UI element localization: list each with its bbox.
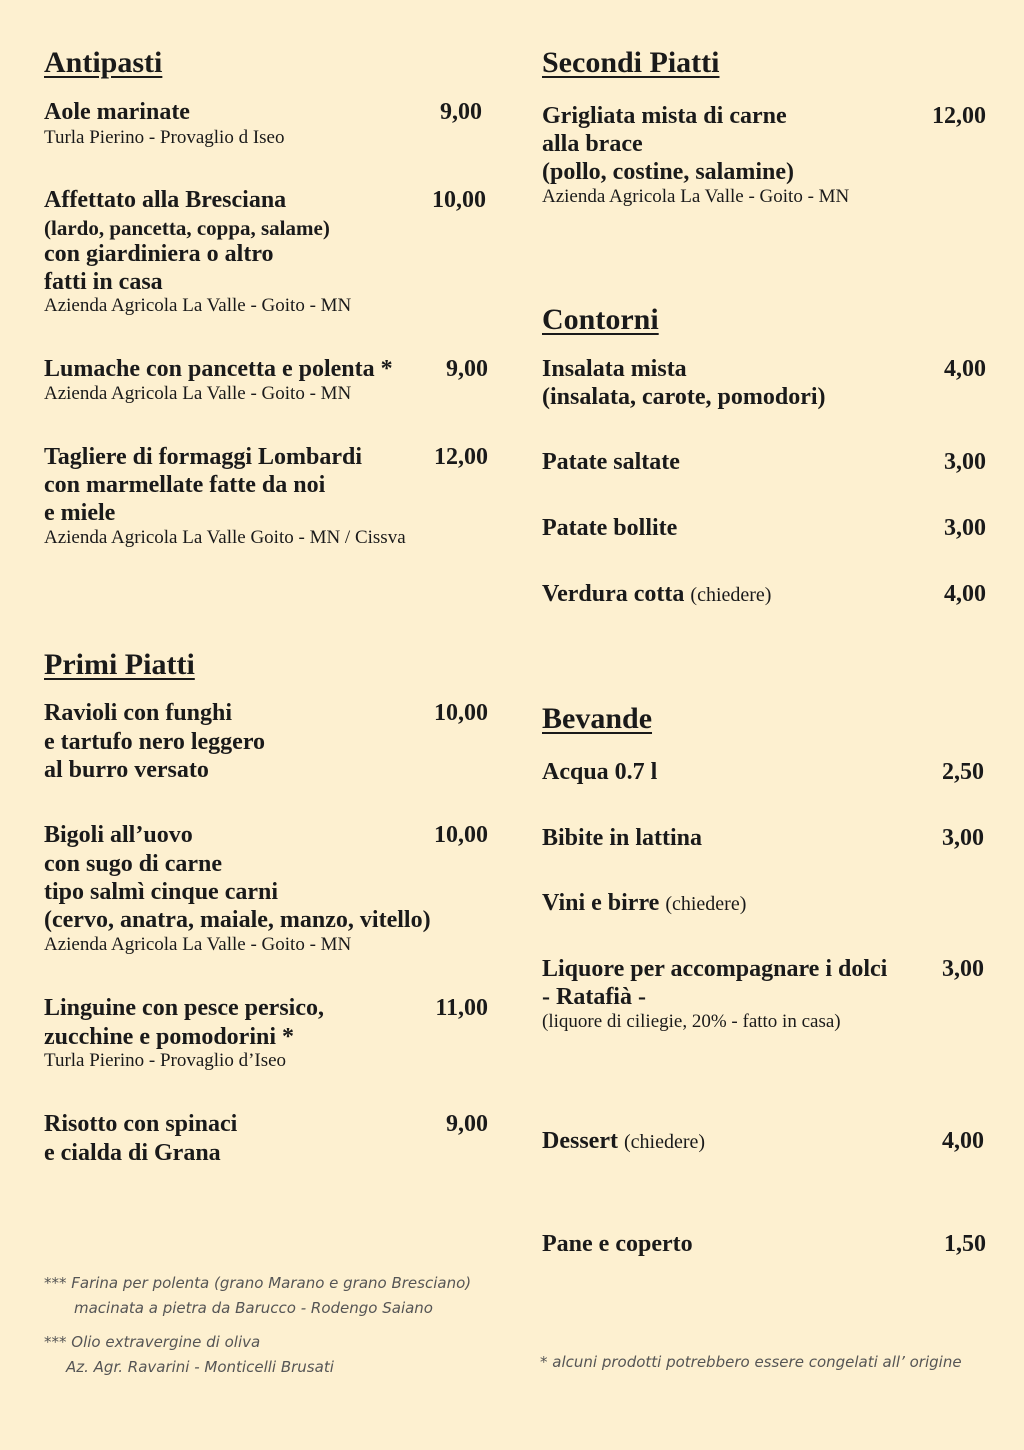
item-name-bibite: Bibite in lattina xyxy=(542,825,703,851)
item-detail-bigoli-3: (cervo, anatra, maiale, manzo, vitello) xyxy=(44,907,431,933)
item-price-aole: 9,00 xyxy=(440,99,482,125)
item-note-dessert: (chiedere) xyxy=(623,1131,706,1153)
item-price-affettato: 10,00 xyxy=(432,187,486,213)
item-name-vini-text: Vini e birre xyxy=(542,890,660,916)
footnote-olio-2: Az. Agr. Ravarini - Monticelli Brusati xyxy=(66,1358,334,1376)
item-name-ravioli: Ravioli con funghi xyxy=(44,700,233,726)
item-price-bibite: 3,00 xyxy=(942,825,984,851)
item-price-bigoli: 10,00 xyxy=(434,822,488,848)
item-detail-grigliata-1: alla brace xyxy=(542,131,643,157)
footnote-polenta-1: *** Farina per polenta (grano Marano e grano Bresciano) xyxy=(44,1274,472,1292)
item-detail-risotto-1: e cialda di Grana xyxy=(44,1140,221,1166)
item-detail-bigoli-2: tipo salmì cinque carni xyxy=(44,879,279,905)
item-source-aole: Turla Pierino - Provaglio d Iseo xyxy=(44,127,285,148)
item-name-grigliata: Grigliata mista di carne xyxy=(542,103,787,129)
item-name-lumache: Lumache con pancetta e polenta * xyxy=(44,356,393,382)
section-title-contorni: Contorni xyxy=(542,303,659,336)
item-detail-tagliere-2: e miele xyxy=(44,500,116,526)
item-price-dessert: 4,00 xyxy=(942,1128,984,1154)
item-detail-affettato-3: fatti in casa xyxy=(44,269,163,295)
section-title-secondi: Secondi Piatti xyxy=(542,46,720,79)
item-detail-bigoli-1: con sugo di carne xyxy=(44,851,223,877)
item-name-coperto: Pane e coperto xyxy=(542,1231,693,1257)
item-source-liquore: (liquore di ciliegie, 20% - fatto in casa) xyxy=(542,1011,841,1032)
item-detail-grigliata-2: (pollo, costine, salamine) xyxy=(542,159,794,185)
item-source-affettato: Azienda Agricola La Valle - Goito - MN xyxy=(44,295,352,316)
item-source-lumache: Azienda Agricola La Valle - Goito - MN xyxy=(44,383,352,404)
item-name-patate-bollite: Patate bollite xyxy=(542,515,678,541)
item-source-tagliere: Azienda Agricola La Valle Goito - MN / Cissva xyxy=(44,527,406,548)
item-note-verdura: (chiedere) xyxy=(690,584,772,606)
item-price-risotto: 9,00 xyxy=(446,1111,488,1137)
item-detail-insalata-1: (insalata, carote, pomodori) xyxy=(542,384,826,410)
item-name-linguine: Linguine con pesce persico, xyxy=(44,995,324,1021)
item-name-liquore: Liquore per accompagnare i dolci xyxy=(542,956,888,982)
item-name-patate-saltate: Patate saltate xyxy=(542,449,680,475)
footnote-polenta-2: macinata a pietra da Barucco - Rodengo Saiano xyxy=(74,1299,433,1317)
item-detail-liquore-1: - Ratafià - xyxy=(542,984,646,1010)
item-price-insalata: 4,00 xyxy=(944,356,986,382)
footnote-olio-1: *** Olio extravergine di oliva xyxy=(44,1333,261,1351)
item-price-acqua: 2,50 xyxy=(942,759,984,785)
section-title-antipasti: Antipasti xyxy=(44,46,163,79)
item-price-liquore: 3,00 xyxy=(942,956,984,982)
item-price-patate-bollite: 3,00 xyxy=(944,515,986,541)
item-detail-linguine-1: zucchine e pomodorini * xyxy=(44,1024,294,1050)
item-detail-ravioli-1: e tartufo nero leggero xyxy=(44,729,266,755)
item-price-verdura: 4,00 xyxy=(944,581,986,607)
item-name-vini xyxy=(542,889,746,918)
item-price-tagliere: 12,00 xyxy=(434,444,488,470)
item-price-ravioli: 10,00 xyxy=(434,700,488,726)
item-name-dessert xyxy=(542,1127,705,1156)
item-source-linguine: Turla Pierino - Provaglio d’Iseo xyxy=(44,1050,287,1071)
footnote-congelati: * alcuni prodotti potrebbero essere congelati all’ origine xyxy=(540,1353,962,1371)
item-name-bigoli: Bigoli all’uovo xyxy=(44,822,193,848)
item-name-insalata: Insalata mista xyxy=(542,356,687,382)
item-name-verdura xyxy=(542,580,771,609)
item-name-affettato: Affettato alla Bresciana xyxy=(44,187,287,213)
item-name-risotto: Risotto con spinaci xyxy=(44,1111,238,1137)
item-detail-affettato-2: con giardiniera o altro xyxy=(44,241,274,267)
item-detail-ravioli-2: al burro versato xyxy=(44,757,209,783)
section-title-bevande: Bevande xyxy=(542,702,653,735)
item-source-grigliata: Azienda Agricola La Valle - Goito - MN xyxy=(542,186,850,207)
item-price-grigliata: 12,00 xyxy=(932,103,986,129)
item-source-bigoli: Azienda Agricola La Valle - Goito - MN xyxy=(44,934,352,955)
item-name-aole: Aole marinate xyxy=(44,99,190,125)
item-name-acqua: Acqua 0.7 l xyxy=(542,759,658,785)
item-price-coperto: 1,50 xyxy=(944,1231,986,1257)
item-price-linguine: 11,00 xyxy=(435,995,488,1021)
item-name-verdura-text: Verdura cotta xyxy=(542,581,685,607)
item-price-lumache: 9,00 xyxy=(446,356,488,382)
item-detail-tagliere-1: con marmellate fatte da noi xyxy=(44,472,326,498)
section-title-primi: Primi Piatti xyxy=(44,648,195,681)
item-detail-affettato-1: (lardo, pancetta, coppa, salame) xyxy=(44,216,330,240)
item-note-vini: (chiedere) xyxy=(665,893,747,915)
item-name-tagliere: Tagliere di formaggi Lombardi xyxy=(44,444,362,470)
item-name-dessert-text: Dessert xyxy=(542,1128,618,1154)
item-price-patate-saltate: 3,00 xyxy=(944,449,986,475)
